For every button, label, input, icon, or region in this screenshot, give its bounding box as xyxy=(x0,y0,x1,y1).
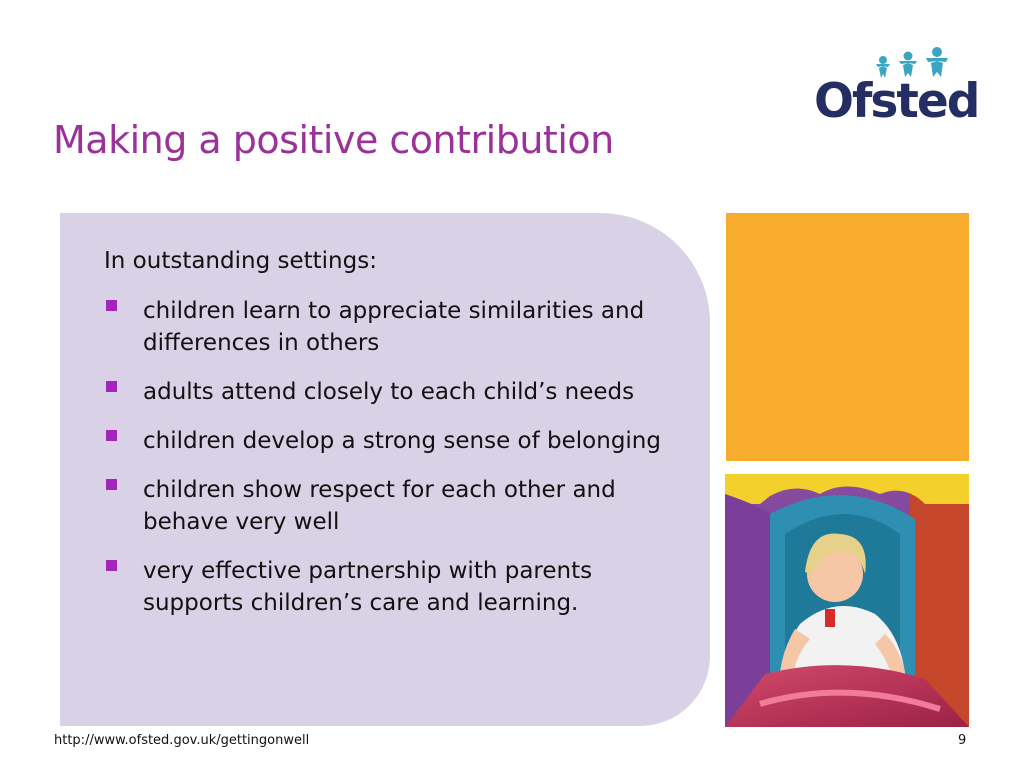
footer-url: http://www.ofsted.gov.uk/gettingonwell xyxy=(54,733,310,748)
intro-text: In outstanding settings: xyxy=(104,248,377,274)
square-bullet-icon xyxy=(106,560,117,571)
square-bullet-icon xyxy=(106,479,117,490)
page-number: 9 xyxy=(958,733,967,748)
bullet-text: children learn to appreciate similarities and differences in others xyxy=(143,298,645,356)
bullet-text: very effective partnership with parents supports children’s care and learning. xyxy=(143,558,593,616)
slide-title: Making a positive contribution xyxy=(53,118,614,162)
ofsted-logo-text: Ofsted xyxy=(814,74,979,129)
bullet-item xyxy=(104,474,684,538)
bullet-item xyxy=(104,376,684,408)
ofsted-logo xyxy=(810,46,979,136)
bullet-item xyxy=(104,425,684,457)
square-bullet-icon xyxy=(106,430,117,441)
bullet-text: children show respect for each other and behave very well xyxy=(143,477,616,535)
bullet-text: children develop a strong sense of belonging xyxy=(143,428,661,454)
bullet-item xyxy=(104,295,684,359)
orange-color-block xyxy=(726,213,969,461)
square-bullet-icon xyxy=(106,381,117,392)
bullet-item xyxy=(104,555,684,619)
square-bullet-icon xyxy=(106,300,117,311)
child-on-slide-photo xyxy=(725,474,969,727)
bullet-text: adults attend closely to each child’s needs xyxy=(143,379,635,405)
bullet-list xyxy=(104,295,684,636)
